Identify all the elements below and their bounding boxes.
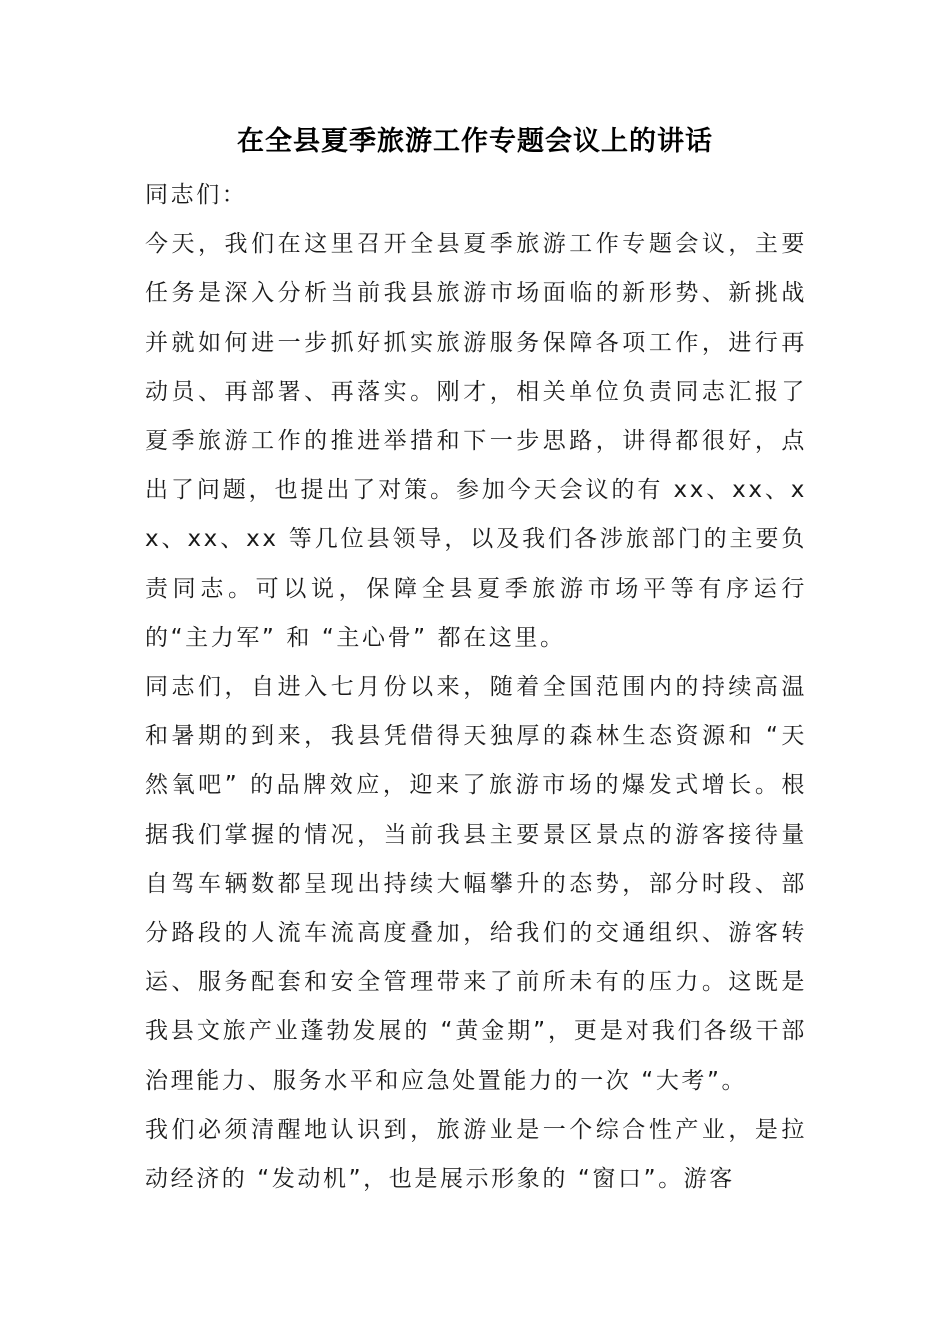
paragraph: 今天，我们在这里召开全县夏季旅游工作专题会议，主要任务是深入分析当前我县旅游市场面临的新形势、新挑战并就如何进一步抓好抓实旅游服务保障各项工作，进行再动员、再部署、再落实。刚才，相关单位负责同志汇报了夏季旅游工作的推进举措和下一步思路，讲得都很好，点出了问题，也提出了对策。参加今天会议的有 xx、xx、xx、xx、xx 等几位县领导，以及我们各涉旅部门的主要负责同志。可以说，保障全县夏季旅游市场平等有序运行的“主力军” 和 “主心骨” 都在这里。 <box>145 231 807 651</box>
document-title: 在全县夏季旅游工作专题会议上的讲话 <box>237 126 713 157</box>
document-body <box>145 171 807 1204</box>
paragraph: 同志们，自进入七月份以来，随着全国范围内的持续高温和暑期的到来，我县凭借得天独厚的森林生态资源和 “天然氧吧” 的品牌效应，迎来了旅游市场的爆发式增长。根据我们掌握的情况，当前我县主要景区景点的游客接待量自驾车辆数都呈现出持续大幅攀升的态势，部分时段、部分路段的人流车流高度叠加，给我们的交通组织、游客转运、服务配套和安全管理带来了前所未有的压力。这既是我县文旅产业蓬勃发展的 “黄金期”，更是对我们各级干部治理能力、服务水平和应急处置能力的一次 “大考”。 <box>145 674 807 1094</box>
paragraph: 我们必须清醒地认识到，旅游业是一个综合性产业，是拉动经济的 “发动机”，也是展示形象的 “窗口”。游客 <box>145 1116 807 1193</box>
salutation: 同志们： <box>145 182 248 208</box>
